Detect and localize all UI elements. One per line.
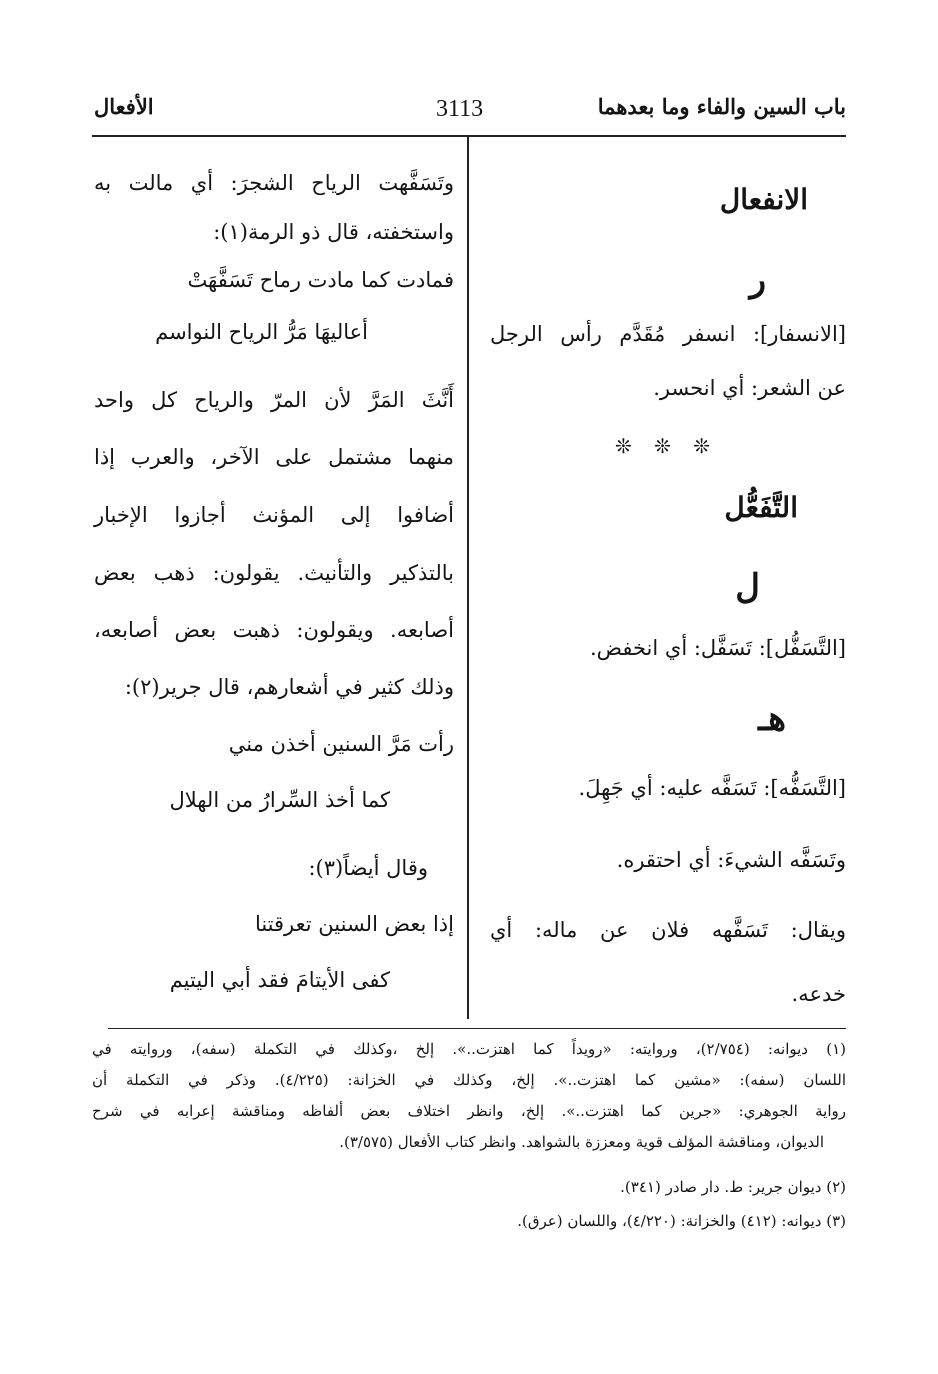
entry-tasaffuh-deceive-line2: خدعه.	[791, 982, 846, 1006]
text-line-4: منهما مشتمل على الآخر، والعرب إذا	[94, 445, 454, 469]
section-separator-stars: ❊ ❊ ❊	[615, 434, 718, 458]
verse-1-hemistich-1: فمادت كما مادت رماح تَسَفَّهَتْ	[187, 268, 454, 292]
verse-3-hemistich-1: إذا بعض السنين تعرقتنا	[254, 912, 454, 936]
text-line-6: بالتذكير والتأنيث. يقولون: ذهب بعض	[94, 561, 454, 585]
text-line-7: أصابعه. ويقولون: ذهبت بعض أصابعه،	[94, 618, 454, 642]
entry-tasaffal: [التَّسَفُّل]: تَسَفَّل: أي انخفض.	[589, 636, 846, 660]
text-line-1: وتَسَفَّهت الرياح الشجرَ: أي مالت به	[94, 171, 454, 195]
text-line-2: واستخفته، قال ذو الرمة(١):	[213, 220, 454, 244]
text-line-3: أَنَّثَ المَرَّ لأن المرّ والرياح كل واحد	[94, 388, 454, 412]
entry-tasaffuh-object: وتَسَفَّه الشيءَ: أي احتقره.	[616, 848, 846, 872]
footnote-1-line-2: اللسان (سفه): «مشين كما اهتزت..». إلخ، وكذلك في الخزانة: (٤/٢٢٥). وذكر في التكملة أن	[92, 1071, 846, 1089]
header-divider	[92, 135, 846, 137]
page-number: 3113	[436, 96, 484, 122]
text-line-9: وقال أيضاً(٣):	[308, 856, 428, 880]
verse-2-hemistich-1: رأت مَرَّ السنين أخذن مني	[228, 732, 454, 756]
text-line-8: وذلك كثير في أشعارهم، قال جرير(٢):	[124, 675, 454, 699]
footnote-3: (٣) ديوانه: (٤١٢) والخزانة: (٤/٢٢٠)، واللسان (عرق).	[517, 1212, 846, 1230]
entry-tasaffuh-deceive-line1: ويقال: تَسَفَّهه فلان عن ماله: أي	[490, 918, 846, 942]
text-line-5: أضافوا إلى المؤنث أجازوا الإخبار	[94, 503, 454, 527]
verse-3-hemistich-2: كفى الأيتامَ فقد أبي اليتيم	[169, 968, 390, 992]
letter-heading-ra: ر	[749, 260, 766, 300]
chapter-title: باب السين والفاء وما بعدهما	[597, 94, 846, 119]
footnote-1-line-1: (١) ديوانه: (٢/٧٥٤)، وروايته: «رويداً كما اهتزت..». إلخ ،وكذلك في التكملة (سفه)، وروايته في	[92, 1040, 846, 1058]
footnote-divider	[108, 1028, 846, 1029]
column-divider	[467, 137, 469, 1019]
letter-heading-lam: ل	[735, 567, 760, 607]
footnote-1-line-3: رواية الجوهري: «جرين كما اهتزت..». إلخ، وانظر اختلاف بعض ألفاظه ومناقشة إعرابه في شرح	[92, 1102, 846, 1120]
verse-1-hemistich-2: أعاليهَا مَرُّ الرياح النواسم	[155, 320, 368, 344]
footnote-1-line-4: الديوان، ومناقشة المؤلف قوية ومعززة بالشواهد. وانظر كتاب الأفعال (٣/٥٧٥).	[339, 1133, 824, 1151]
section-title: الأفعال	[94, 94, 154, 119]
heading-tafaul: التَّفَعُّل	[724, 491, 798, 524]
footnote-2: (٢) ديوان جرير: ط. دار صادر (٣٤١).	[620, 1178, 846, 1196]
heading-infiaal: الانفعال	[719, 183, 808, 216]
entry-insifar-line2: عن الشعر: أي انحسر.	[653, 376, 846, 400]
entry-tasaffuh: [التَّسَفُّه]: تَسَفَّه عليه: أي جَهِلَ.	[578, 776, 846, 800]
letter-heading-ha: هـ	[758, 699, 786, 739]
verse-2-hemistich-2: كما أخذ السِّرارُ من الهلال	[169, 788, 390, 812]
entry-insifar-line1: [الانسفار]: انسفر مُقَدَّم رأس الرجل	[490, 322, 846, 346]
